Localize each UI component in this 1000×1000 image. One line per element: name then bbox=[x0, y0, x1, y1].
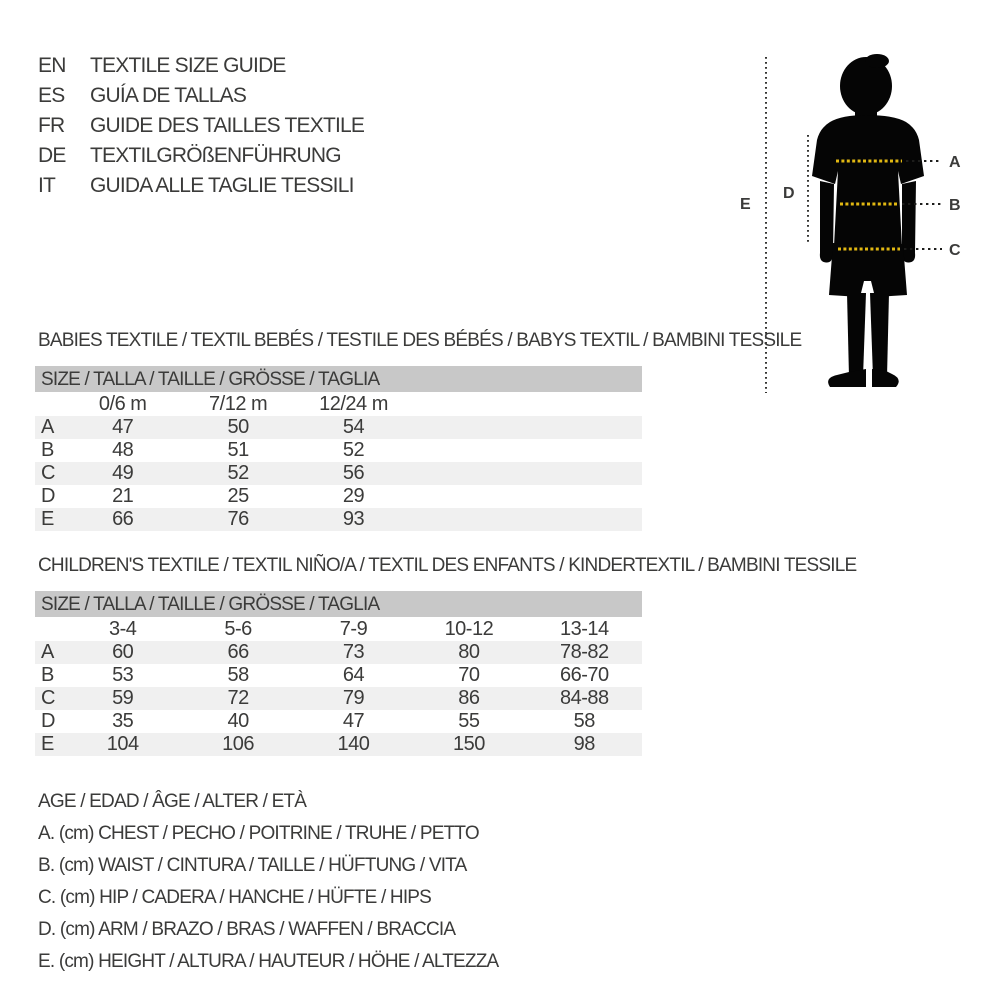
cell: 40 bbox=[227, 710, 249, 732]
cell: 49 bbox=[112, 462, 134, 484]
column-header: 7/12 m bbox=[209, 392, 268, 415]
cell: 56 bbox=[342, 462, 365, 484]
table-row bbox=[35, 508, 642, 531]
cell: 76 bbox=[227, 508, 249, 530]
row-label: A bbox=[41, 416, 54, 438]
children-size-table bbox=[35, 591, 642, 756]
height-legend: E. (cm) HEIGHT / ALTURA / HAUTEUR / HÖHE / ALTEZZA bbox=[38, 951, 499, 972]
child-silhouette bbox=[812, 54, 924, 387]
table-row bbox=[35, 687, 642, 710]
row-label: E bbox=[41, 508, 54, 530]
column-header: 3-4 bbox=[108, 617, 137, 640]
cell: 93 bbox=[342, 508, 365, 530]
cell: 106 bbox=[222, 733, 255, 755]
row-label: C bbox=[41, 462, 55, 484]
row-label: B bbox=[41, 664, 54, 686]
language-row bbox=[38, 81, 364, 111]
babies-section-title: BABIES TEXTILE / TEXTIL BEBÉS / TESTILE DES BÉBÉS / BABYS TEXTIL / BAMBINI TESSILE bbox=[38, 330, 802, 351]
cell: 66 bbox=[112, 508, 134, 530]
column-header: 5-6 bbox=[224, 617, 252, 640]
cell: 64 bbox=[342, 664, 365, 686]
waist-legend: B. (cm) WAIST / CINTURA / TAILLE / HÜFTUNG / VITA bbox=[38, 855, 467, 876]
page-title-de: TEXTILGRÖßENFÜHRUNG bbox=[90, 144, 341, 167]
size-table-header: SIZE / TALLA / TAILLE / GRÖSSE / TAGLIA bbox=[35, 591, 642, 617]
table-row bbox=[35, 416, 642, 439]
table-row bbox=[35, 733, 642, 756]
language-row bbox=[38, 51, 364, 81]
cell: 25 bbox=[227, 485, 249, 507]
cell: 58 bbox=[573, 710, 595, 732]
language-code: DE bbox=[38, 144, 66, 167]
cell: 84-88 bbox=[559, 687, 609, 709]
children-section-title: CHILDREN'S TEXTILE / TEXTIL NIÑO/A / TEXTIL DES ENFANTS / KINDERTEXTIL / BAMBINI TESSILE bbox=[38, 555, 857, 576]
language-title-list bbox=[38, 51, 364, 201]
table-row bbox=[35, 439, 642, 462]
cell: 78-82 bbox=[559, 641, 609, 663]
cell: 60 bbox=[112, 641, 134, 663]
page-title-fr: GUIDE DES TAILLES TEXTILE bbox=[90, 114, 365, 137]
column-header: 7-9 bbox=[339, 617, 368, 640]
column-header: 13-14 bbox=[559, 617, 609, 640]
language-code: ES bbox=[38, 84, 65, 107]
language-code: EN bbox=[38, 54, 66, 77]
chest-label: A bbox=[949, 154, 961, 171]
table-row bbox=[35, 664, 642, 687]
cell: 66 bbox=[227, 641, 249, 663]
column-header-row bbox=[35, 617, 642, 641]
language-row bbox=[38, 171, 364, 201]
babies-size-table bbox=[35, 366, 642, 531]
cell: 35 bbox=[112, 710, 134, 732]
size-table-header: SIZE / TALLA / TAILLE / GRÖSSE / TAGLIA bbox=[35, 366, 642, 392]
cell: 55 bbox=[458, 710, 480, 732]
column-header: 10-12 bbox=[444, 617, 494, 640]
arm-label: D bbox=[783, 185, 795, 202]
cell: 52 bbox=[227, 462, 249, 484]
row-label: E bbox=[41, 733, 54, 755]
measurement-legend bbox=[38, 786, 498, 978]
cell: 58 bbox=[227, 664, 249, 686]
cell: 73 bbox=[342, 641, 365, 663]
table-row bbox=[35, 485, 642, 508]
cell: 52 bbox=[342, 439, 365, 461]
row-label: C bbox=[41, 687, 55, 709]
table-row bbox=[35, 641, 642, 664]
cell: 48 bbox=[112, 439, 134, 461]
row-label: B bbox=[41, 439, 54, 461]
cell: 47 bbox=[342, 710, 365, 732]
cell: 72 bbox=[227, 687, 249, 709]
row-label: A bbox=[41, 641, 54, 663]
row-label: D bbox=[41, 485, 55, 507]
cell: 80 bbox=[458, 641, 480, 663]
age-legend: AGE / EDAD / ÂGE / ALTER / ETÀ bbox=[38, 791, 307, 812]
cell: 140 bbox=[337, 733, 370, 755]
cell: 21 bbox=[112, 485, 134, 507]
row-label: D bbox=[41, 710, 55, 732]
cell: 98 bbox=[573, 733, 595, 755]
cell: 79 bbox=[342, 687, 365, 709]
hip-legend: C. (cm) HIP / CADERA / HANCHE / HÜFTE / HIPS bbox=[38, 887, 432, 908]
page-title: TEXTILE SIZE GUIDE bbox=[90, 54, 286, 77]
table-row bbox=[35, 710, 642, 733]
language-row bbox=[38, 141, 364, 171]
language-code: FR bbox=[38, 114, 65, 137]
cell: 150 bbox=[452, 733, 485, 755]
waist-label: B bbox=[949, 197, 961, 214]
cell: 86 bbox=[458, 687, 480, 709]
arm-legend: D. (cm) ARM / BRAZO / BRAS / WAFFEN / BRACCIA bbox=[38, 919, 456, 940]
hip-label: C bbox=[949, 242, 961, 259]
column-header-row bbox=[35, 392, 642, 416]
cell: 29 bbox=[342, 485, 365, 507]
page-title-es: GUÍA DE TALLAS bbox=[90, 84, 247, 107]
cell: 53 bbox=[112, 664, 134, 686]
cell: 59 bbox=[112, 687, 134, 709]
column-header: 12/24 m bbox=[319, 392, 388, 415]
column-header: 0/6 m bbox=[98, 392, 147, 415]
language-code: IT bbox=[38, 174, 56, 197]
table-row bbox=[35, 462, 642, 485]
language-row bbox=[38, 111, 364, 141]
height-label: E bbox=[740, 196, 751, 213]
chest-legend: A. (cm) CHEST / PECHO / POITRINE / TRUHE / PETTO bbox=[38, 823, 479, 844]
cell: 51 bbox=[227, 439, 249, 461]
cell: 50 bbox=[227, 416, 249, 438]
cell: 47 bbox=[112, 416, 134, 438]
cell: 104 bbox=[106, 733, 139, 755]
page-title-it: GUIDA ALLE TAGLIE TESSILI bbox=[90, 174, 354, 197]
cell: 54 bbox=[342, 416, 365, 438]
cell: 66-70 bbox=[559, 664, 609, 686]
cell: 70 bbox=[458, 664, 480, 686]
